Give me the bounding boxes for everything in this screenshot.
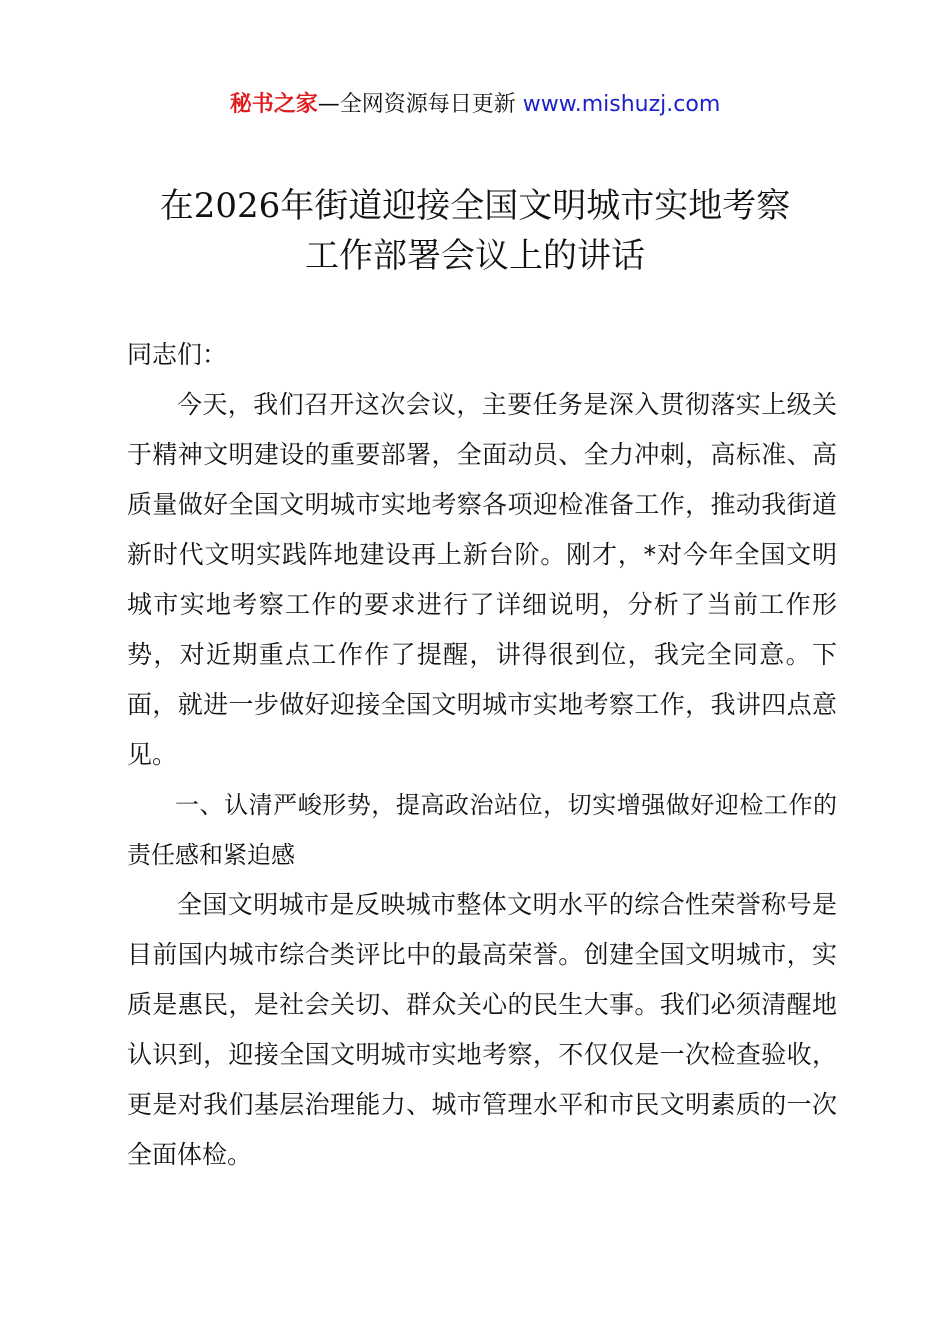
document-title-line-1: 在2026年街道迎接全国文明城市实地考察 (159, 186, 791, 226)
document-body (127, 330, 837, 1180)
site-url-link[interactable]: www.mishuzj.com (522, 92, 721, 117)
section-1-heading: 一、认清严峻形势，提高政治站位，切实增强做好迎检工作的责任感和紧迫感 (127, 791, 837, 869)
banner-tagline: —全网资源每日更新 (317, 92, 516, 117)
intro-paragraph: 今天，我们召开这次会议，主要任务是深入贯彻落实上级关于精神文明建设的重要部署，全面动员、全力冲刺，高标准、高质量做好全国文明城市实地考察各项迎检准备工作，推动我街道新时代文明实践阵地建设再上新台阶。刚才，*对今年全国文明城市实地考察工作的要求进行了详细说明，分析了当前工作形势，对近期重点工作作了提醒，讲得很到位，我完全同意。下面，就进一步做好迎接全国文明城市实地考察工作，我讲四点意见。 (127, 390, 837, 769)
document-title-line-2: 工作部署会议上的讲话 (305, 236, 645, 276)
site-banner (0, 88, 950, 122)
brand-name: 秘书之家 (229, 92, 318, 117)
section-1-paragraph: 全国文明城市是反映城市整体文明水平的综合性荣誉称号是目前国内城市综合类评比中的最高荣誉。创建全国文明城市，实质是惠民，是社会关切、群众关心的民生大事。我们必须清醒地认识到，迎接全国文明城市实地考察，不仅仅是一次检查验收，更是对我们基层治理能力、城市管理水平和市民文明素质的一次全面体检。 (127, 890, 837, 1169)
salutation: 同志们： (127, 340, 228, 369)
